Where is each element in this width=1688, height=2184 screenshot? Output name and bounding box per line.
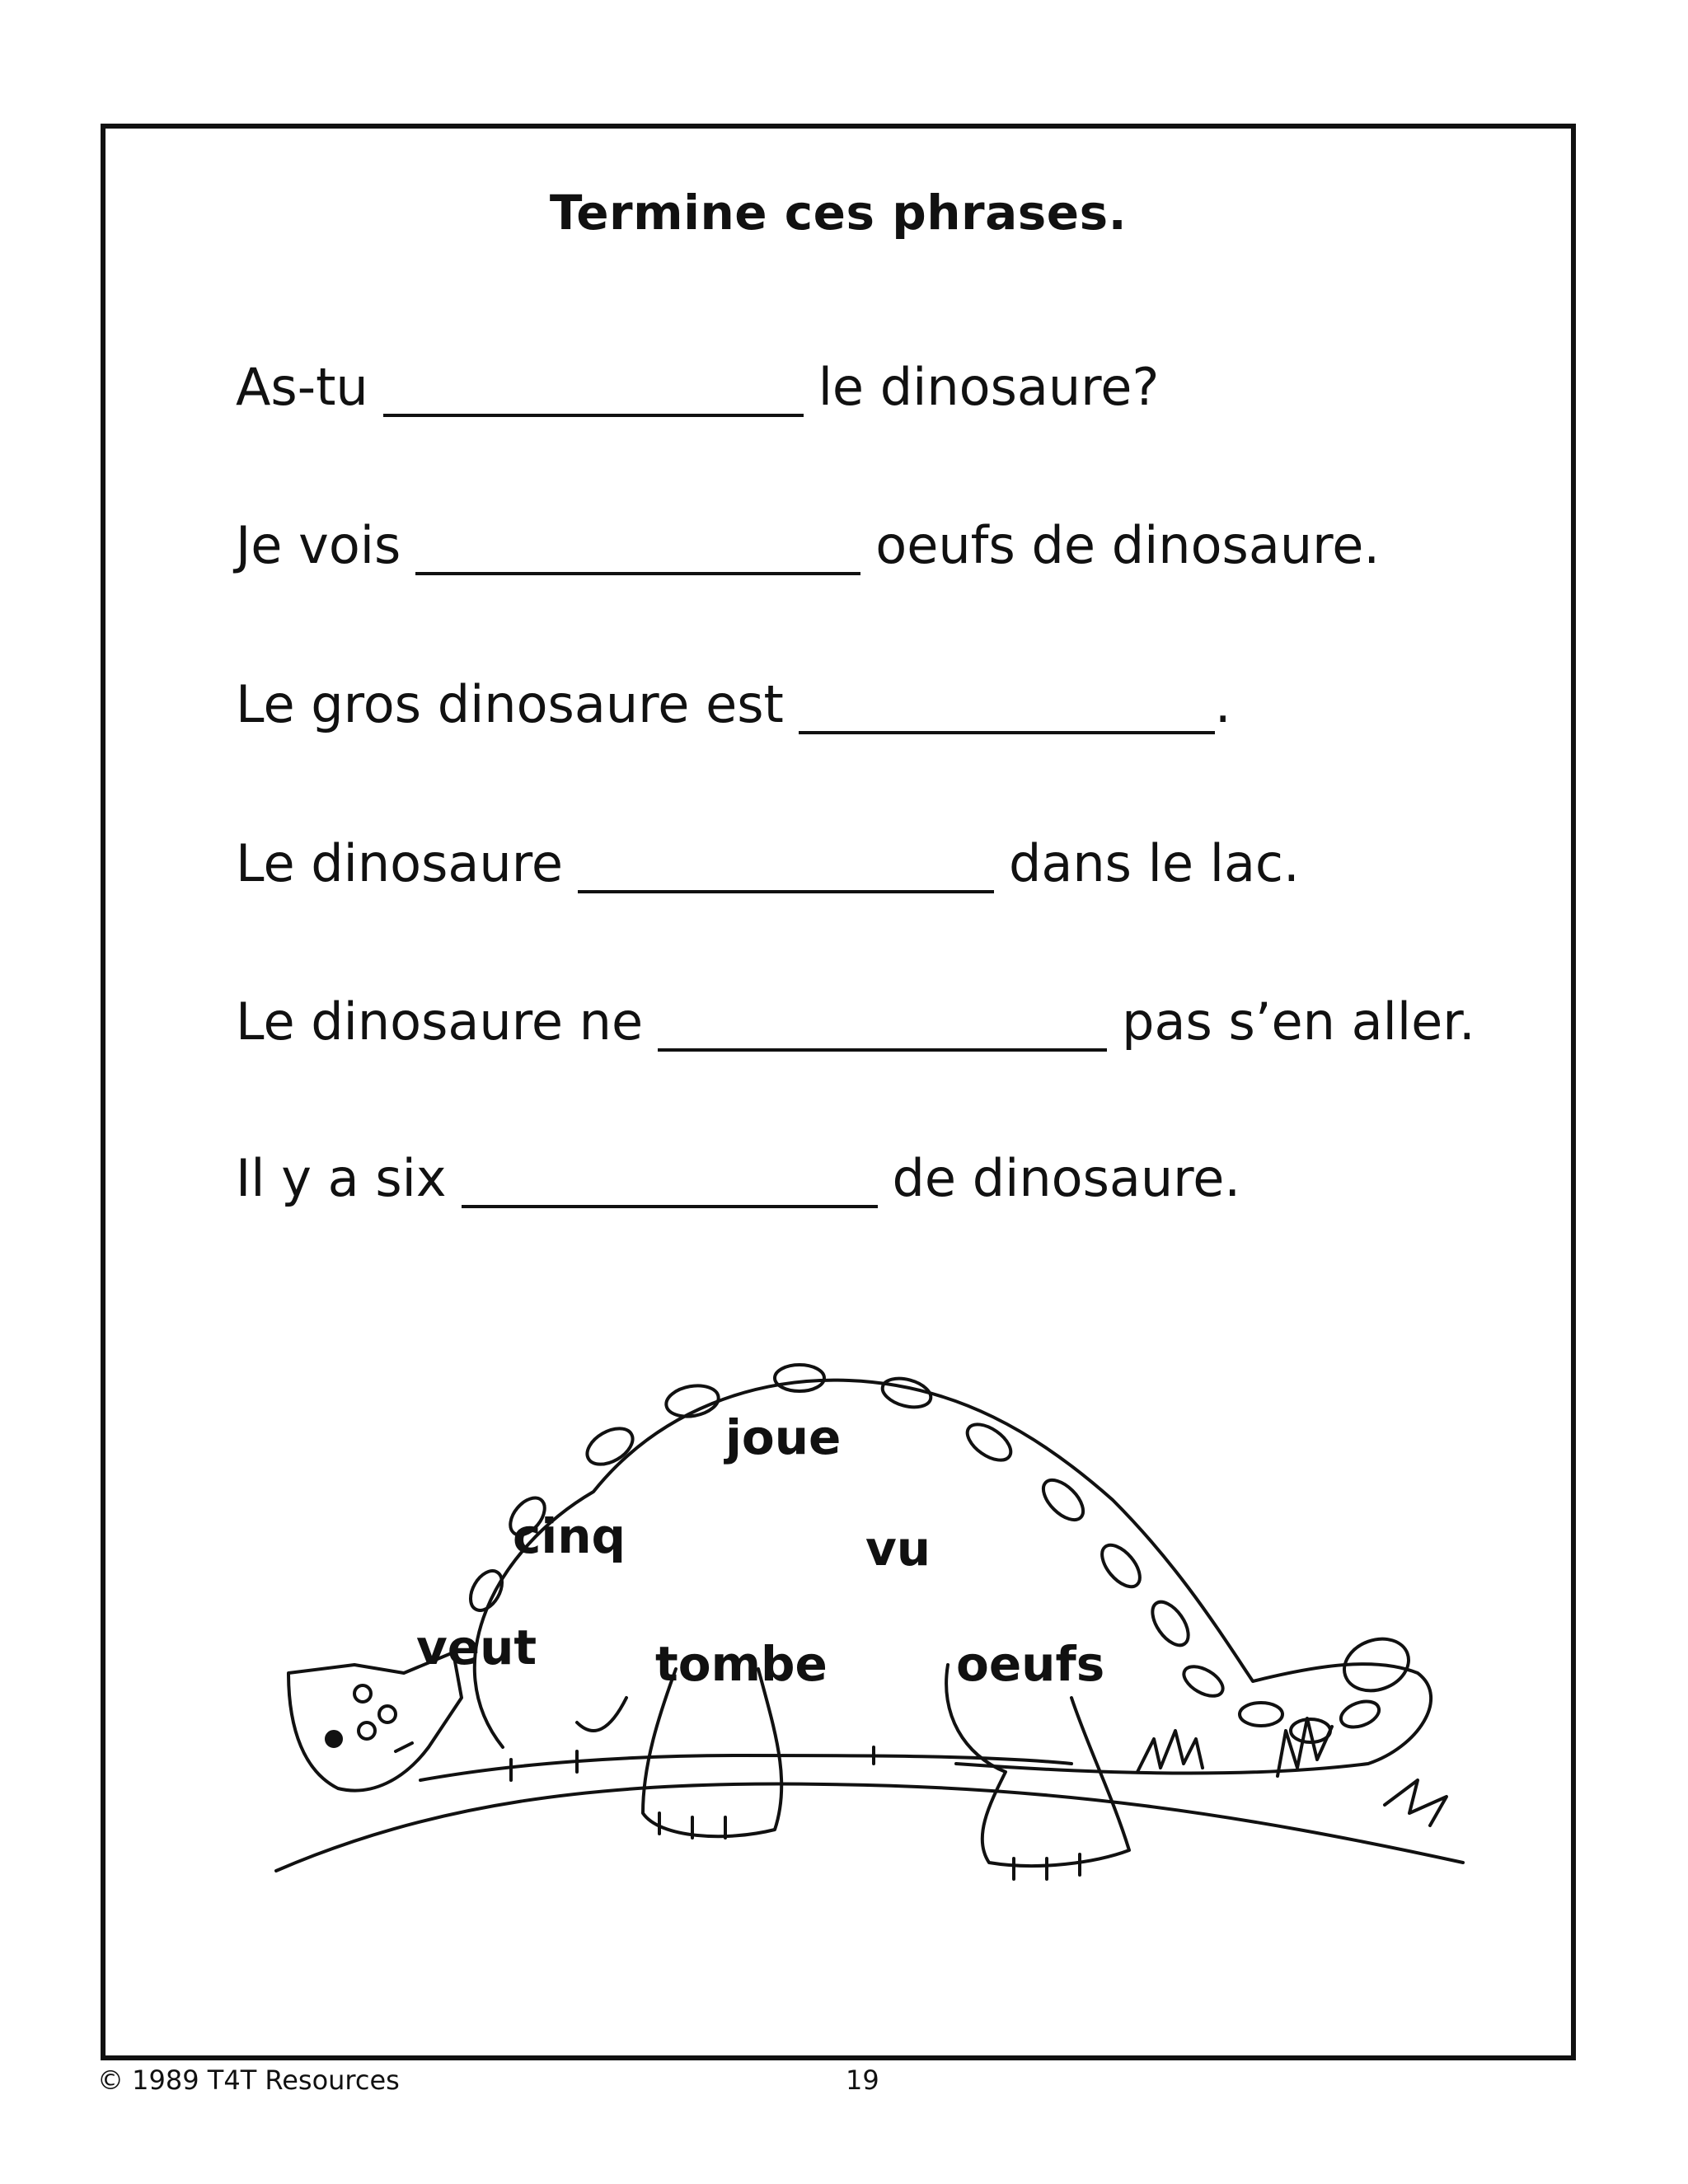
- sentence-2-start: Je vois: [236, 515, 401, 575]
- copyright-notice: © 1989 T4T Resources: [97, 2064, 400, 2096]
- sentence-2-end: oeufs de dinosaure.: [875, 515, 1381, 575]
- sentence-5-end: pas s’en aller.: [1122, 991, 1475, 1052]
- sentence-3-start: Le gros dinosaure est: [236, 674, 784, 734]
- answer-blank-3[interactable]: [799, 682, 1215, 734]
- answer-blank-2[interactable]: [415, 523, 860, 575]
- worksheet-title: Termine ces phrases.: [549, 185, 1128, 241]
- dinosaur-illustration: [165, 1236, 1500, 1896]
- sentence-4: [236, 827, 1300, 893]
- sentence-1-start: As-tu: [236, 357, 368, 417]
- answer-blank-6[interactable]: [462, 1155, 878, 1208]
- sentence-1-end: le dinosaure?: [818, 357, 1160, 417]
- sentence-4-start: Le dinosaure: [236, 833, 563, 893]
- word-bank-tombe: tombe: [655, 1636, 828, 1692]
- dinosaur-belly: [420, 1755, 1071, 1780]
- grass-tuft-icon: [1385, 1780, 1447, 1825]
- answer-blank-1[interactable]: [383, 364, 804, 417]
- sentence-1: [236, 351, 1159, 417]
- sentence-6: [236, 1142, 1240, 1208]
- ground-line: [276, 1783, 1463, 1871]
- sentence-3-end: .: [1214, 674, 1231, 734]
- sentence-5: [236, 986, 1475, 1052]
- answer-blank-4[interactable]: [578, 841, 994, 893]
- word-bank-oeufs: oeufs: [956, 1636, 1105, 1692]
- sentence-3: [236, 668, 1231, 734]
- grass-tuft-icon: [1137, 1731, 1203, 1772]
- word-bank-veut: veut: [416, 1619, 537, 1675]
- word-bank-joue: joue: [725, 1409, 842, 1465]
- answer-blank-5[interactable]: [658, 999, 1107, 1052]
- dinosaur-front-leg: [643, 1669, 781, 1836]
- sentence-6-end: de dinosaure.: [892, 1148, 1241, 1208]
- word-bank-cinq: cinq: [513, 1508, 626, 1564]
- sentence-6-start: Il y a six: [236, 1148, 447, 1208]
- sentence-4-end: dans le lac.: [1008, 833, 1300, 893]
- sentence-5-start: Le dinosaure ne: [236, 991, 644, 1052]
- sentence-2: [236, 509, 1380, 575]
- word-bank-vu: vu: [865, 1521, 931, 1577]
- page-number: 19: [846, 2064, 879, 2096]
